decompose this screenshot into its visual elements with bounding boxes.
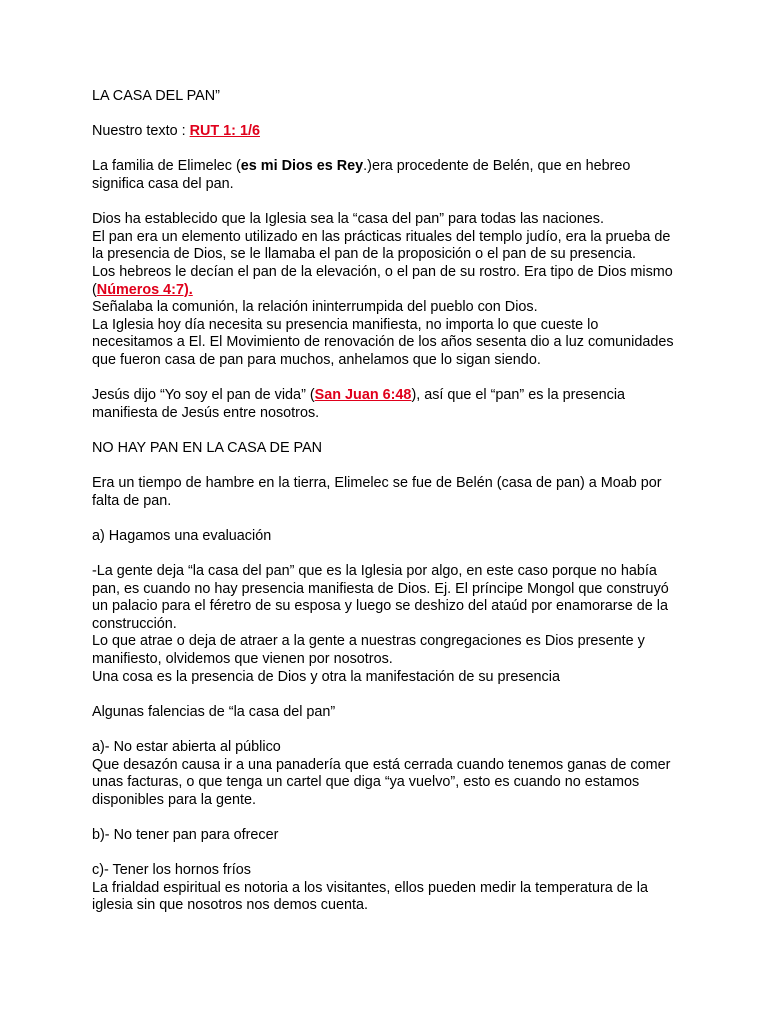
section-heading-text: NO HAY PAN EN LA CASA DE PAN — [92, 439, 323, 456]
evaluacion-paragraph: a) Hagamos una evaluación — [92, 527, 272, 544]
jesus-pre: Jesús dijo “Yo soy el pan de vida” ( — [92, 387, 315, 404]
falencia-c-paragraph — [92, 862, 682, 915]
texto-line — [92, 123, 682, 141]
gente-line-2: Lo que atrae o deja de atraer a la gente a nuestras congregaciones es Dios presente y manifiesto, olvidemos que vienen por nosotros. — [92, 633, 645, 667]
texto-reference-link[interactable]: RUT 1: 1/6 — [189, 123, 260, 140]
dios-paragraph — [92, 211, 682, 369]
dios-line-3-text: Los hebreos le decían el pan de la elevación, o el pan de su rostro. Era tipo de Dios mismo ( — [92, 263, 673, 298]
document-title — [92, 88, 682, 106]
falencia-c-line-2: La frialdad espiritual es notoria a los visitantes, ellos pueden medir la temperatura de la iglesia sin que nosotros nos demos cuenta. — [92, 879, 648, 914]
familia-paragraph — [92, 158, 682, 193]
dios-line-4: Señalaba la comunión, la relación ininterrumpida del pueblo con Dios. — [92, 299, 538, 316]
jesus-paragraph — [92, 387, 682, 422]
dios-line-2: El pan era un elemento utilizado en las prácticas rituales del templo judío, era la prueba de la presencia de Dios, se le llamaba el pan de la proposición o el pan de su presencia. — [92, 228, 671, 263]
falencia-c-line-1: c)- Tener los hornos fríos — [92, 862, 251, 879]
dios-line-1: Dios ha establecido que la Iglesia sea la “casa del pan” para todas las naciones. — [92, 211, 604, 228]
falencia-a-line-2: Que desazón causa ir a una panadería que está cerrada cuando tenemos ganas de comer unas facturas, o que tenga un cartel que diga “ya vuelvo”, esto es cuando no estamos disponibles para la gente. — [92, 756, 671, 808]
numeros-reference-link[interactable]: Números 4:7). — [96, 281, 193, 298]
familia-pre: La familia de Elimelec ( — [92, 158, 241, 175]
texto-prefix: Nuestro texto : — [92, 123, 190, 140]
dios-line-5: La Iglesia hoy día necesita su presencia manifiesta, no importa lo que cueste lo necesitamos a El. El Movimiento de renovación de los años sesenta dio a luz comunidades que fueron casa de pan para muchos, anhelamos que lo sigan siendo. — [92, 316, 674, 368]
jesus-post: ), así que el “pan” es la presencia manifiesta de Jesús entre nosotros. — [92, 387, 626, 421]
title-text: LA CASA DEL PAN” — [92, 88, 220, 104]
falencia-b-paragraph: b)- No tener pan para ofrecer — [92, 826, 279, 843]
dios-line-3 — [92, 264, 682, 299]
document-body — [92, 88, 682, 915]
section-heading — [92, 440, 682, 458]
gente-line-3: Una cosa es la presencia de Dios y otra la manifestación de su presencia — [92, 668, 560, 685]
familia-post: .)era procedente de Belén, que en hebreo significa casa del pan. — [92, 158, 631, 192]
san-juan-reference-link[interactable]: San Juan 6:48 — [314, 387, 412, 404]
falencias-paragraph: Algunas falencias de “la casa del pan” — [92, 703, 336, 720]
familia-bold: es mi Dios es Rey — [240, 158, 364, 175]
tiempo-paragraph: Era un tiempo de hambre en la tierra, Elimelec se fue de Belén (casa de pan) a Moab por falta de pan. — [92, 475, 662, 509]
gente-line-1: -La gente deja “la casa del pan” que es la Iglesia por algo, en este caso porque no había pan, es cuando no hay presencia manifiesta de Dios. Ej. El príncipe Mongol que construyó un palacio para el féretro de su esposa y luego se deshizo del ataúd por enamorarse de la construcción. — [92, 563, 669, 632]
falencia-a-line-1: a)- No estar abierta al público — [92, 738, 281, 755]
gente-paragraph — [92, 563, 682, 686]
falencia-a-paragraph — [92, 739, 682, 809]
